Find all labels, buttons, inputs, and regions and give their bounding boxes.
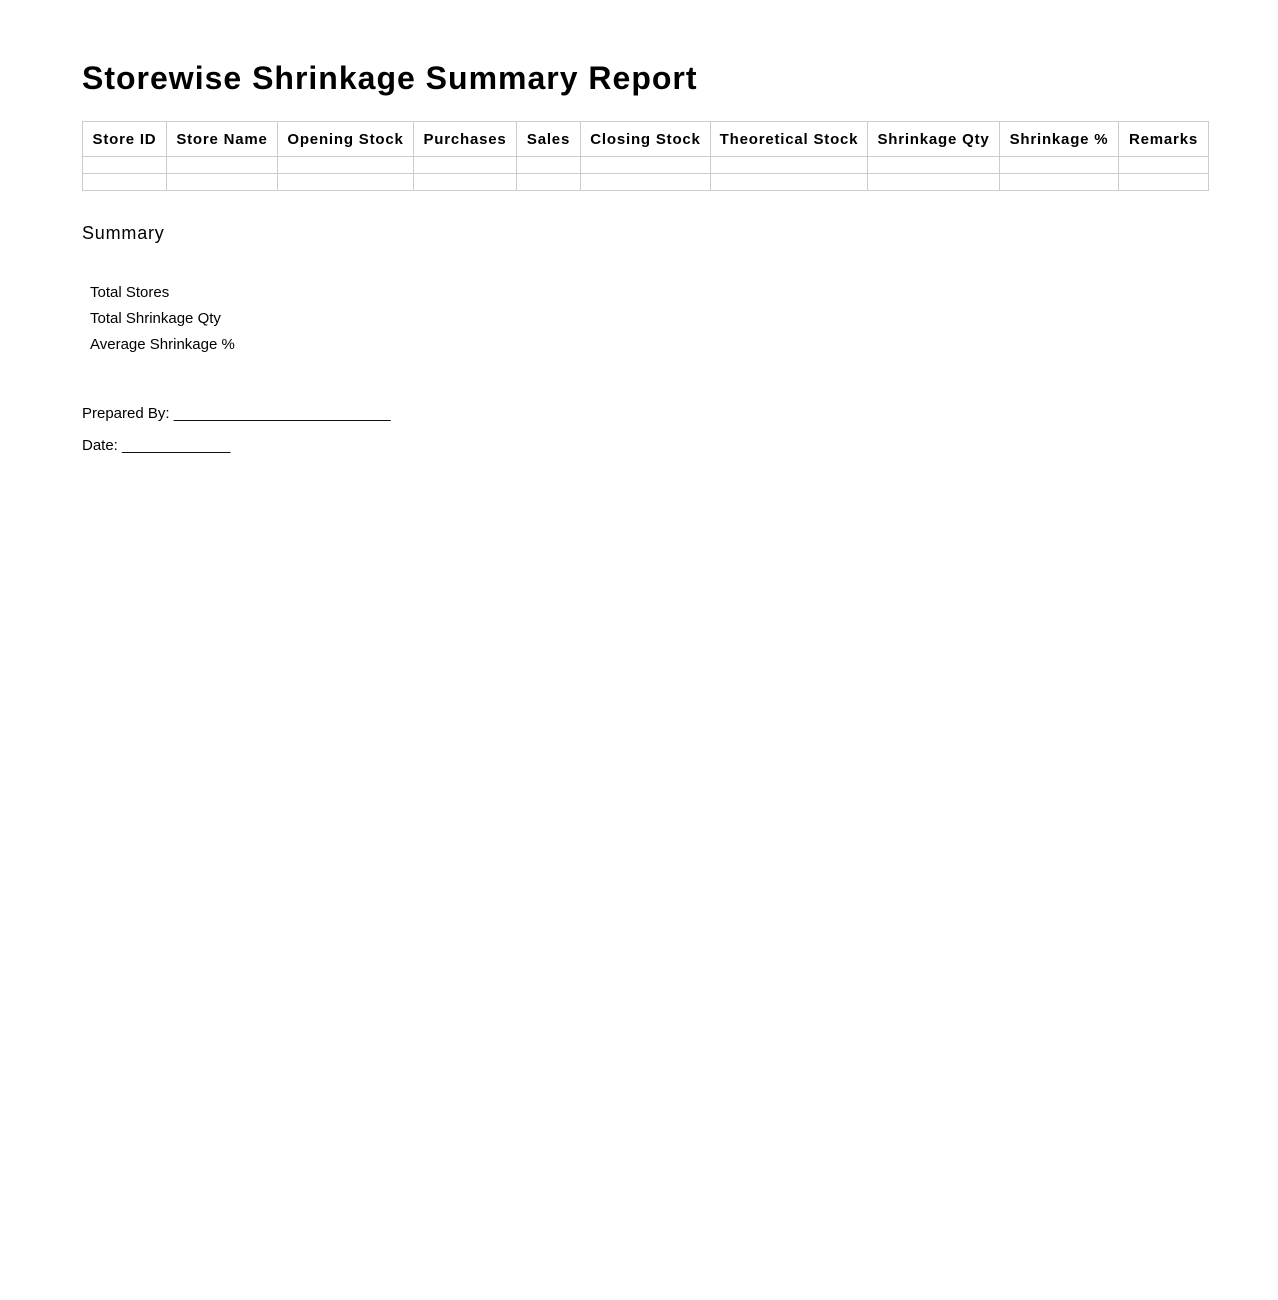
header-sales: Sales [517,122,581,157]
header-theoretical-stock: Theoretical Stock [711,122,868,157]
table-cell [414,157,517,174]
table-row [83,174,1209,191]
header-shrinkage-qty: Shrinkage Qty [868,122,1000,157]
table-cell [517,174,581,191]
table-cell [414,174,517,191]
header-shrinkage-pct: Shrinkage % [1000,122,1119,157]
table-cell [83,174,167,191]
header-closing-stock: Closing Stock [581,122,711,157]
table-cell [278,157,414,174]
summary-total-stores: Total Stores [90,284,170,301]
table-row [83,157,1209,174]
header-remarks: Remarks [1119,122,1209,157]
table-cell [517,157,581,174]
shrinkage-table [82,121,1209,191]
table-cell [1119,174,1209,191]
table-header-row [83,122,1209,157]
table-cell [868,174,1000,191]
summary-total-shrinkage-qty: Total Shrinkage Qty [90,310,221,327]
summary-average-shrinkage-pct: Average Shrinkage % [90,336,235,353]
table-cell [868,157,1000,174]
prepared-by-line: Prepared By: __________________________ [82,405,391,422]
page-title: Storewise Shrinkage Summary Report [82,60,698,96]
summary-heading: Summary [82,223,165,243]
table-cell [167,174,278,191]
table-cell [1000,174,1119,191]
table-cell [1000,157,1119,174]
table-cell [278,174,414,191]
header-purchases: Purchases [414,122,517,157]
table-cell [711,157,868,174]
table-cell [167,157,278,174]
date-line: Date: _____________ [82,437,231,454]
table-cell [581,174,711,191]
table-cell [711,174,868,191]
header-store-id: Store ID [83,122,167,157]
table-cell [581,157,711,174]
header-store-name: Store Name [167,122,278,157]
table-cell [1119,157,1209,174]
table-cell [83,157,167,174]
header-opening-stock: Opening Stock [278,122,414,157]
